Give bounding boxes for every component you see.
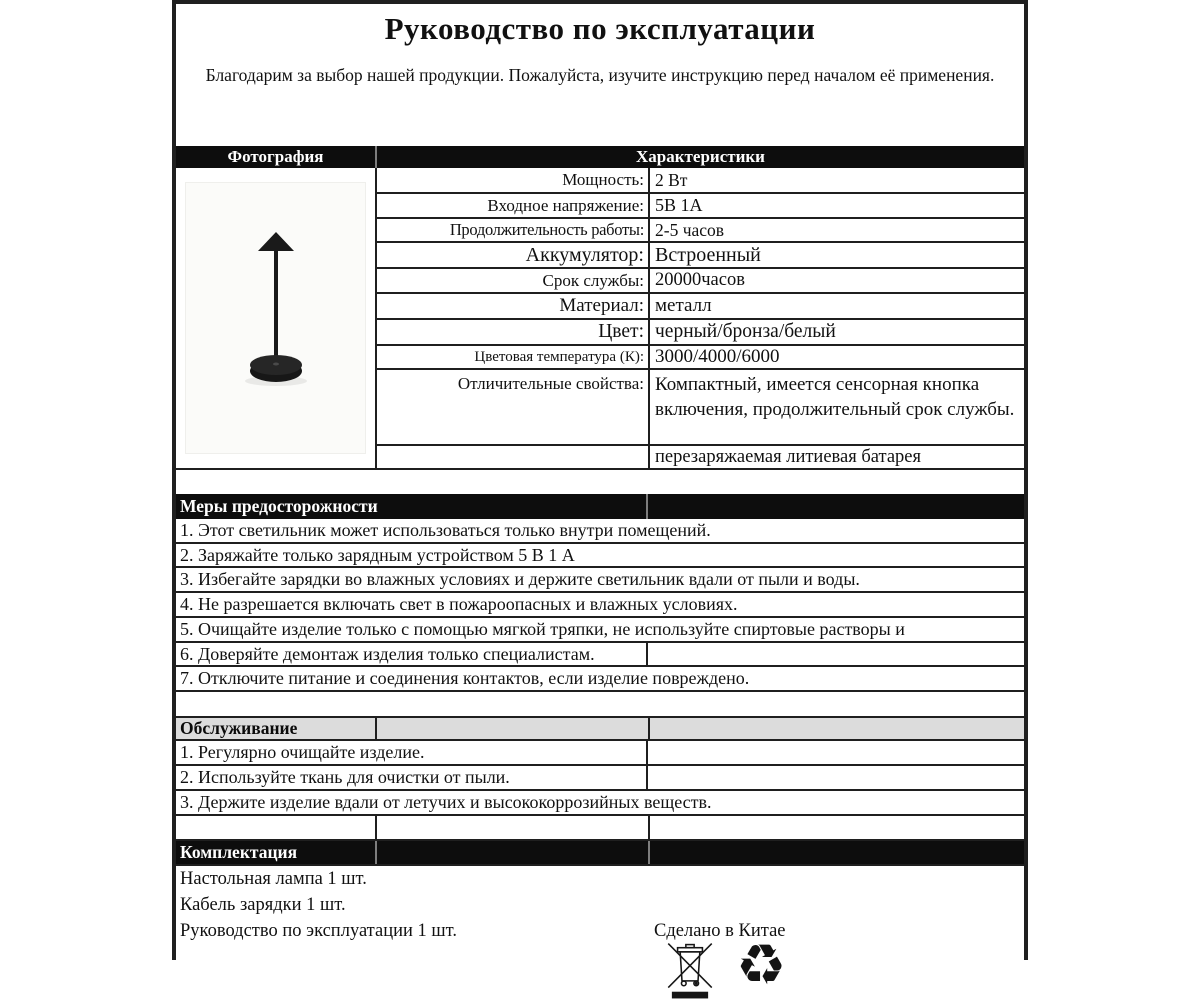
spec-value: 2 Вт: [655, 169, 688, 190]
spec-label: Цветовая температура (К):: [377, 346, 650, 368]
safety-item-text: 7. Отключите питание и соединения контактов, если изделие повреждено.: [180, 668, 750, 688]
product-photo: [185, 182, 366, 454]
spec-label: Входное напряжение:: [377, 194, 650, 217]
spec-label: [377, 446, 650, 468]
spec-row-battery: [377, 243, 1024, 269]
package-item: [176, 918, 1024, 944]
safety-section-header: [176, 494, 1024, 519]
maintenance-item: [176, 741, 1024, 766]
maintenance-item: [176, 766, 1024, 791]
spec-value: черный/бронза/белый: [655, 321, 836, 342]
package-header-filler: [650, 841, 1024, 864]
section-gap: [176, 470, 1024, 494]
maintenance-header-filler: [650, 718, 1024, 739]
safety-item: [176, 667, 1024, 692]
spec-label: Цвет:: [377, 320, 650, 344]
spec-value: металл: [655, 295, 712, 316]
spec-value: 3000/4000/6000: [655, 346, 780, 367]
spec-table-header: [176, 146, 1024, 168]
weee-crossed-bin-icon: [664, 942, 716, 1000]
product-photo-cell: [176, 168, 377, 468]
safety-header-filler: [648, 494, 1024, 519]
safety-header-label: Меры предосторожности: [176, 494, 648, 519]
spec-row-material: [377, 294, 1024, 320]
package-item-text: Кабель зарядки 1 шт.: [180, 894, 346, 915]
spec-label: Срок службы:: [377, 269, 650, 292]
maintenance-item-text: 2. Используйте ткань для очистки от пыли.: [176, 766, 648, 789]
spec-row-input-voltage: [377, 194, 1024, 219]
package-section-header: [176, 841, 1024, 866]
spec-row-runtime: [377, 219, 1024, 243]
spec-value: 2-5 часов: [655, 219, 725, 240]
spec-value: 5В 1А: [655, 195, 703, 215]
spec-label: Продолжительность работы:: [377, 219, 650, 241]
package-header-cell: [377, 841, 650, 864]
maintenance-item-text: 1. Регулярно очищайте изделие.: [176, 741, 648, 764]
safety-item-text: 1. Этот светильник может использоваться только внутри помещений.: [180, 520, 711, 540]
section-gap: [176, 692, 1024, 716]
safety-item-text: 5. Очищайте изделие только с помощью мягкой тряпки, не используйте спиртовые растворы и: [180, 619, 905, 639]
specs-column-header: Характеристики: [636, 147, 765, 166]
safety-item-empty-cell: [648, 643, 1024, 665]
recycling-icon: ♻: [736, 933, 787, 998]
spec-label: Материал:: [377, 294, 650, 318]
spec-value: 20000часов: [655, 270, 745, 290]
package-item: [176, 892, 1024, 918]
spec-label: Аккумулятор:: [377, 243, 650, 267]
safety-item-text: 2. Заряжайте только зарядным устройством 5 В 1 А: [180, 544, 575, 565]
package-contents: [176, 866, 1024, 944]
empty-table-row: [176, 816, 1024, 841]
photo-column-header: Фотография: [176, 146, 377, 168]
maintenance-item-empty-cell: [648, 766, 1024, 789]
safety-item: [176, 519, 1024, 544]
safety-item: [176, 618, 1024, 643]
safety-item-text: 4. Не разрешается включать свет в пожароопасных и влажных условиях.: [180, 594, 738, 614]
spec-row-color-temperature: [377, 346, 1024, 370]
spec-value: перезаряжаемая литиевая батарея: [655, 446, 922, 467]
spec-row-color: [377, 320, 1024, 346]
safety-item: [176, 593, 1024, 618]
safety-item-text: 6. Доверяйте демонтаж изделия только специалистам.: [176, 643, 648, 665]
spec-row-power: [377, 168, 1024, 194]
page-subtitle: Благодарим за выбор нашей продукции. Пожалуйста, изучите инструкцию перед началом её применения.: [205, 65, 995, 85]
spec-value: Компактный, имеется сенсорная кнопка включения, продолжительный срок службы.: [655, 374, 1015, 420]
maintenance-section-header: [176, 716, 1024, 741]
package-item: [176, 866, 1024, 892]
maintenance-item-empty-cell: [648, 741, 1024, 764]
spec-row-lifespan: [377, 269, 1024, 294]
spec-row-features: [377, 370, 1024, 446]
spec-rows: [377, 168, 1024, 468]
spec-value: Встроенный: [655, 243, 761, 266]
spec-table-body: [176, 168, 1024, 470]
maintenance-header-cell: [377, 718, 650, 739]
maintenance-item: [176, 791, 1024, 816]
maintenance-header-label: Обслуживание: [176, 718, 377, 739]
page-title: Руководство по эксплуатации: [384, 11, 816, 46]
maintenance-item-text: 3. Держите изделие вдали от летучих и высококоррозийных веществ.: [180, 792, 712, 812]
made-in-label: Сделано в Китае: [654, 920, 786, 941]
spec-row-rechargeable-battery: [377, 446, 1024, 468]
title-block: [176, 4, 1024, 146]
table-lamp-illustration: [188, 185, 364, 451]
document-sheet: [172, 0, 1028, 960]
package-item-text: Руководство по эксплуатации 1 шт.: [180, 920, 457, 941]
safety-item: [176, 544, 1024, 568]
package-header-label: Комплектация: [176, 841, 377, 864]
package-item-text: Настольная лампа 1 шт.: [180, 868, 367, 889]
safety-item-text: 3. Избегайте зарядки во влажных условиях и держите светильник вдали от пыли и воды.: [180, 569, 860, 589]
safety-item: [176, 643, 1024, 667]
spec-label: Отличительные свойства:: [377, 370, 650, 444]
safety-item: [176, 568, 1024, 593]
spec-label: Мощность:: [377, 168, 650, 192]
